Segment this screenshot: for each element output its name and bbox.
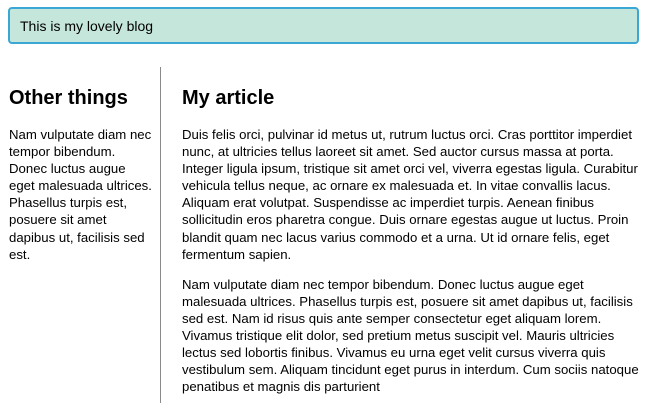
blog-header <box>8 7 639 44</box>
article-paragraph: Duis felis orci, pulvinar id metus ut, rutrum luctus orci. Cras porttitor imperdiet nunc, at ultricies tellus laoreet sit amet. Sed auctor cursus massa at porta. Integer ligula ipsum, tristique sit amet orci vel, viverra egestas ligula. Curabitur vehicula tellus neque, ac ornare ex malesuada et. In vitae convallis lacus. Aliquam erat volutpat. Suspendisse ac imperdiet turpis. Aenean finibus sollicitudin eros pharetra congue. Duis ornare egestas augue ut luctus. Proin blandit quam nec lacus varius commodo et a urna. Ut id ornare felis, eget fermentum sapien. <box>182 127 638 262</box>
column-divider <box>160 67 161 403</box>
sidebar-text: Nam vulputate diam nec tempor bibendum. Donec luctus augue eget malesuada ultrices. Phasellus turpis est, posuere sit amet dapibus ut, facilisis sed est. <box>9 127 152 262</box>
blog-header-text: This is my lovely blog <box>20 18 154 34</box>
sidebar-heading: Other things <box>9 87 128 109</box>
article-title: My article <box>182 87 275 109</box>
article-paragraph: Nam vulputate diam nec tempor bibendum. Donec luctus augue eget malesuada ultrices. Phasellus turpis est, posuere sit amet dapibus ut, facilisis sed est. Nam id risus quis ante semper consectetur eget aliquam lorem. Vivamus tristique elit dolor, sed pretium metus suscipit vel. Mauris ultricies lectus sed lobortis finibus. Vivamus eu urna eget velit cursus viverra quis vestibulum sem. Aliquam tincidunt eget purus in interdum. Cum sociis natoque penatibus et magnis dis parturient <box>182 276 639 395</box>
article <box>182 67 642 395</box>
sidebar <box>9 67 154 263</box>
